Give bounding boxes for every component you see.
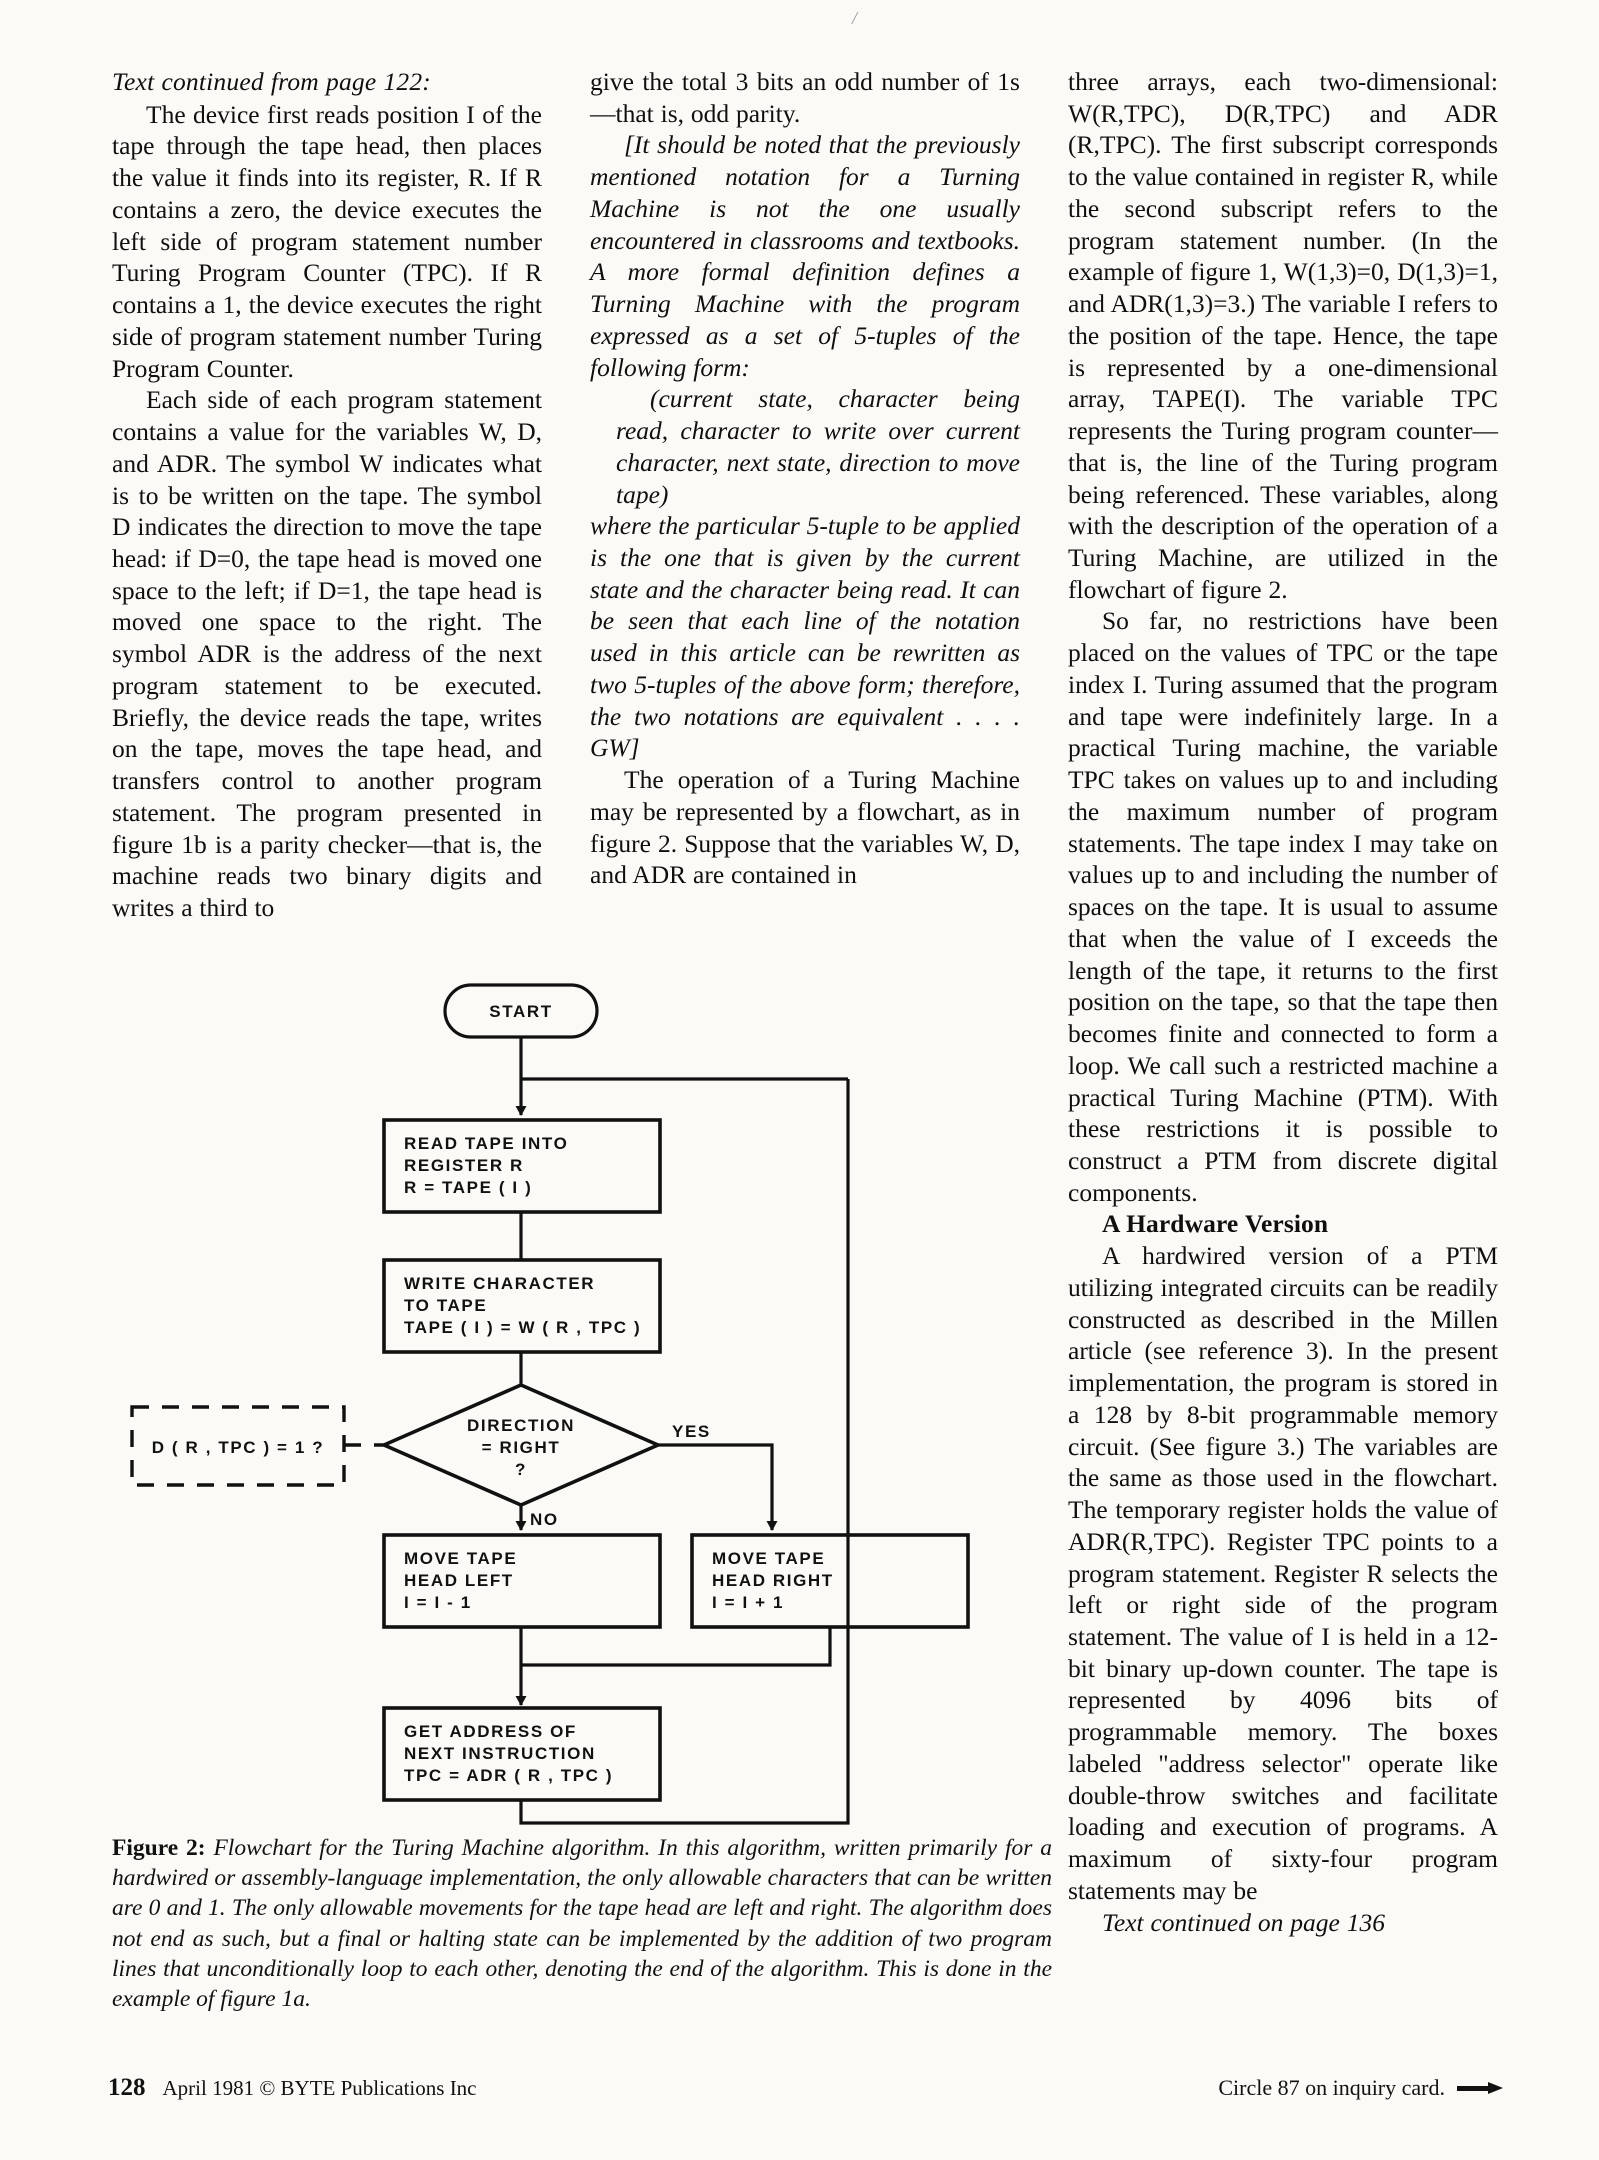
flowchart-box-move-left-line3: I = I - 1 — [404, 1593, 472, 1612]
flowchart-start-label: START — [489, 1002, 553, 1021]
figure-2-flowchart — [112, 975, 1042, 1835]
right-arrow-icon — [1457, 2082, 1503, 2094]
text-continued-from: Text continued from page 122: — [112, 67, 431, 96]
flowchart-box-move-left-line2: HEAD LEFT — [404, 1571, 514, 1590]
flowchart-box-move-right-line1: MOVE TAPE — [712, 1549, 826, 1568]
paragraph: give the total 3 bits an odd number of 1s—that is, odd parity. — [590, 67, 1020, 128]
paragraph: So far, no restrictions have been placed on the values of TPC or the tape index I. Turing assumed that the program and tape were indefinitely large. In a practical Turing machine, the variable TPC takes on values up to and including the maximum number of program statements. The tape index I may take on values up to and including the number of spaces on the tape. It is usual to assume that when the value of I exceeds the length of the tape, it returns to the first position on the tape, so that the tape then becomes finite and connected to form a loop. We call such a restricted machine a practical Turing Machine (PTM). With these restrictions it is possible to construct a PTM from discrete digital components. — [1068, 606, 1498, 1207]
paragraph: The device first reads position I of the tape through the tape head, then places the value it finds into its register, R. If R contains a zero, the device executes the left side of program statement number Turing Program Counter (TPC). If R contains a 1, the device executes the right side of program statement number Turing Program Counter. — [112, 99, 542, 383]
flowchart-box-write-line1: WRITE CHARACTER — [404, 1274, 596, 1293]
paragraph: A hardwired version of a PTM utilizing integrated circuits can be readily constructed as described in the Millen article (see reference 3). In the present implementation, the program is stored in a 128 by 8-bit programmable memory circuit. (See figure 3.) The variables are the same as those used in the flowchart. The temporary register holds the value of ADR(R,TPC). Register TPC points to a program statement. Register R selects the left or right side of the program statement. The value of I is held in a 12-bit binary up-down counter. The tape is represented by 4096 bits of programmable memory. The boxes labeled "address selector" operate like double-throw switches and facilitate loading and execution of programs. A maximum of sixty-four program statements may be — [1068, 1241, 1498, 1905]
figure-caption-text: Flowchart for the Turing Machine algorithm. In this algorithm, written primarily for a hardwired or assembly-language implementation, the only allowable characters that can be written are 0 and 1. The only allowable movements for the tape head are left and right. The algorithm does not end as such, but a final or halting state can be implemented by the addition of two program lines that unconditionally loop to each other, denoting the end of the algorithm. This is done in the example of figure 1a. — [112, 1835, 1053, 2012]
section-subheading: A Hardware Version — [1102, 1209, 1329, 1239]
column-right — [1068, 66, 1498, 1938]
inquiry-card-text: Circle 87 on inquiry card. — [1218, 2075, 1445, 2100]
print-tick-mark: / — [852, 8, 858, 28]
page-number: 128 — [108, 2074, 146, 2101]
paragraph: The operation of a Turing Machine may be represented by a flowchart, as in figure 2. Suppose that the variables W, D, and ADR are contained in — [590, 765, 1020, 890]
footer-left — [108, 2074, 477, 2102]
paragraph-after-tuple: where the particular 5-tuple to be applied is the one that is given by the current state and the character being read. It can be seen that each line of the notation used in this article can be rewritten as two 5-tuples of the above form; therefore, the two notations are equivalent . . . . GW] — [590, 511, 1020, 763]
flowchart-box-move-right-line3: I = I + 1 — [712, 1593, 785, 1612]
flowchart-box-read-line2: REGISTER R — [404, 1156, 524, 1175]
page-footer — [108, 2074, 1503, 2102]
flowchart-box-get-address-line3: TPC = ADR ( R , TPC ) — [404, 1766, 614, 1785]
flowchart-box-move-left-line1: MOVE TAPE — [404, 1549, 518, 1568]
flowchart-box-read-line3: R = TAPE ( I ) — [404, 1178, 533, 1197]
flowchart-box-get-address-line2: NEXT INSTRUCTION — [404, 1744, 596, 1763]
flowchart-annotation-label: D ( R , TPC ) = 1 ? — [151, 1438, 325, 1457]
flowchart-svg — [112, 975, 1042, 1835]
flowchart-decision-line1: DIRECTION — [467, 1416, 575, 1435]
figure-caption-label: Figure 2: — [112, 1835, 206, 1861]
flowchart-box-write-line3: TAPE ( I ) = W ( R , TPC ) — [404, 1318, 642, 1337]
flowchart-box-get-address-line1: GET ADDRESS OF — [404, 1722, 577, 1741]
footer-right[interactable] — [1218, 2075, 1503, 2101]
paragraph-bracketed-note: [It should be noted that the previously mentioned notation for a Turning Machine is not the one usually encountered in classrooms and textbooks. A more formal definition defines a Turning Machine with the program expressed as a set of 5-tuples of the following form: — [590, 130, 1020, 382]
text-continued-on: Text continued on page 136 — [1102, 1907, 1385, 1937]
paragraph: three arrays, each two-dimensional: W(R,TPC), D(R,TPC) and ADR (R,TPC). The first subscript corresponds to the value contained in register R, while the second subscript refers to the program statement number. (In the example of figure 1, W(1,3)=0, D(1,3)=1, and ADR(1,3)=3.) The variable I refers to the position of the tape. Hence, the tape is represented by a one-dimensional array, TAPE(I). The variable TPC represents the Turing program counter—that is, the line of the Turing program being referenced. These variables, along with the description of the operation of a Turing Machine, are utilized in the flowchart of figure 2. — [1068, 67, 1498, 604]
flowchart-box-move-right-line2: HEAD RIGHT — [712, 1571, 834, 1590]
flowchart-branch-no-label: NO — [530, 1510, 559, 1529]
publication-imprint: April 1981 © BYTE Publications Inc — [162, 2076, 477, 2100]
flowchart-box-read-line1: READ TAPE INTO — [404, 1134, 569, 1153]
flowchart-decision-line3: ? — [515, 1460, 527, 1479]
paragraph: Each side of each program statement contains a value for the variables W, D, and ADR. The symbol W indicates what is to be written on the tape. The symbol D indicates the direction to move the tape head: if D=0, the tape head is moved one space to the left; if D=1, the tape head is moved one space to the right. The symbol ADR is the address of the next program statement to be executed. Briefly, the device reads the tape, writes on the tape, moves the tape head, and transfers control to another program statement. The program presented in figure 1b is a parity checker—that is, the machine reads two binary digits and writes a third to — [112, 385, 542, 923]
flowchart-branch-yes-label: YES — [672, 1422, 711, 1441]
flowchart-box-write-line2: TO TAPE — [404, 1296, 488, 1315]
figure-caption — [112, 1833, 1052, 2014]
flowchart-decision-line2: = RIGHT — [481, 1438, 561, 1457]
five-tuple-block: (current state, character being read, character to write over current character, next state, direction to move tape) — [616, 384, 1020, 509]
